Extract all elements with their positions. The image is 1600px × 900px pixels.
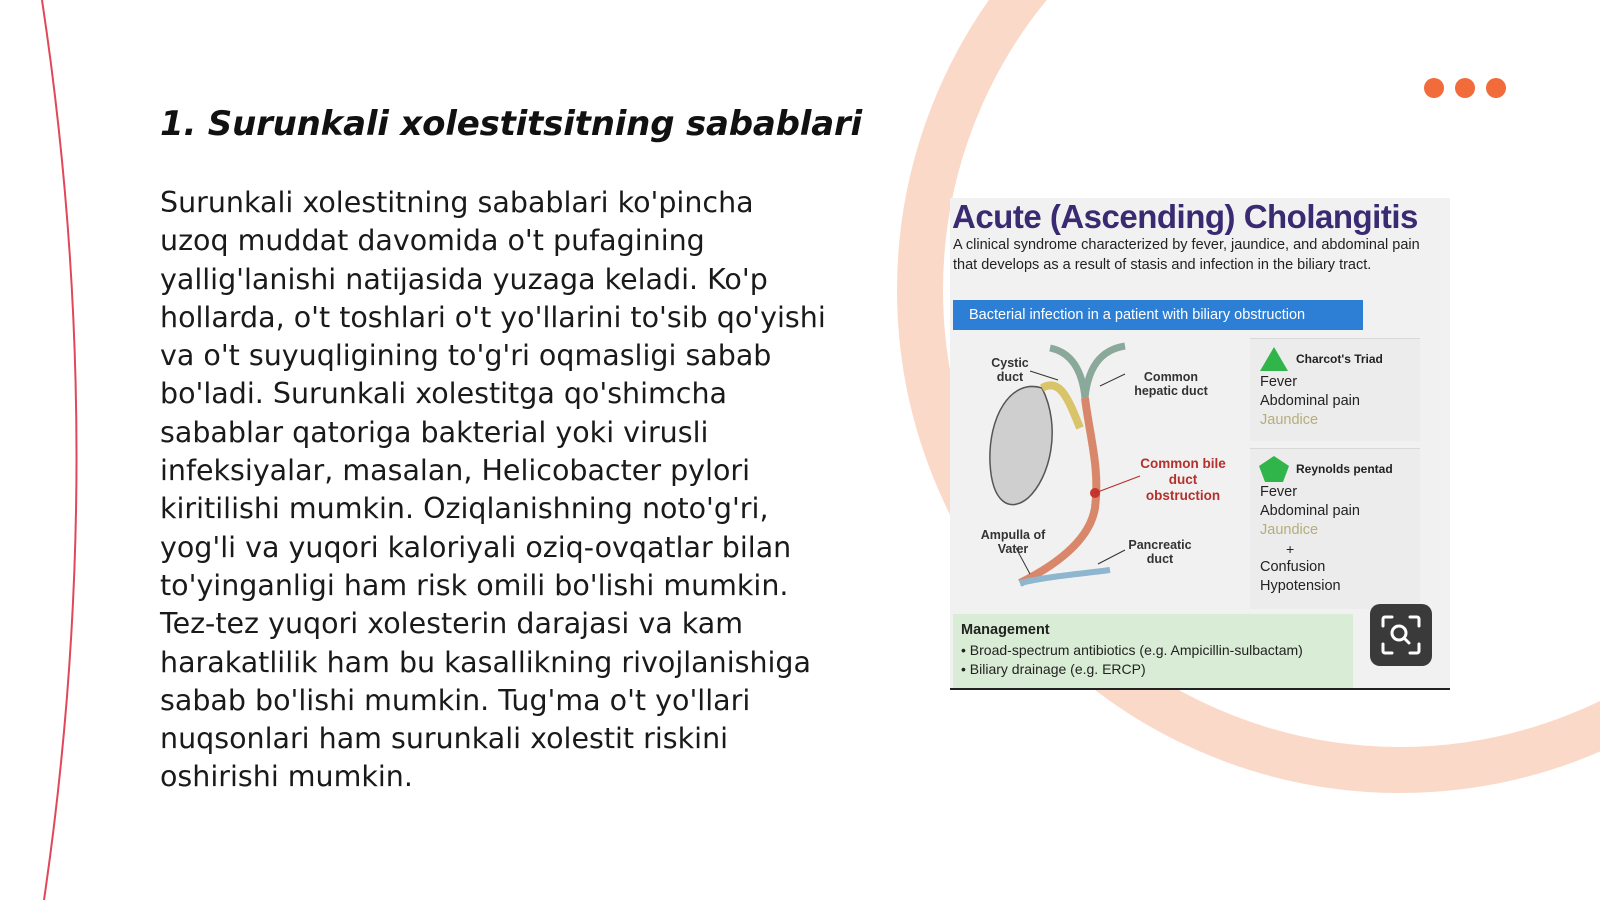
label-common-hepatic-duct: Common hepatic duct	[1134, 370, 1208, 398]
reynolds-pentad-header	[1250, 449, 1420, 483]
left-edge-line	[42, 0, 77, 900]
reynolds-pentad-panel	[1250, 448, 1420, 609]
dot	[1455, 78, 1475, 98]
charcot-symptom: Jaundice	[1260, 412, 1319, 428]
charcot-triad-panel	[1250, 338, 1420, 441]
charcot-triad-header	[1250, 339, 1420, 373]
cystic-pointer	[1030, 371, 1058, 380]
management-item: • Biliary drainage (e.g. ERCP)	[961, 660, 1353, 679]
pentagon-icon	[1258, 455, 1290, 483]
reynolds-symptom: Fever	[1260, 484, 1298, 500]
triangle-icon	[1258, 345, 1290, 373]
hepatic-pointer	[1100, 374, 1125, 386]
figure-banner: Bacterial infection in a patient with biliary obstruction	[953, 300, 1363, 330]
charcot-triad-title: Charcot's Triad	[1296, 352, 1383, 366]
reynolds-extra-symptom: Hypotension	[1260, 578, 1341, 594]
management-item: • Broad-spectrum antibiotics (e.g. Ampicillin-sulbactam)	[961, 641, 1353, 660]
reynolds-symptom: Jaundice	[1260, 522, 1319, 538]
label-pancreatic-duct: Pancreatic duct	[1128, 538, 1192, 566]
cholangitis-figure	[950, 198, 1450, 690]
label-ampulla-of-vater: Ampulla of Vater	[980, 528, 1046, 556]
figure-description: A clinical syndrome characterized by fever, jaundice, and abdominal pain that develops as a result of stasis and infection in the biliary tract.	[953, 237, 1420, 273]
reynolds-extra-symptom: Confusion	[1260, 559, 1326, 575]
label-bile-duct-obstruction: Common bile duct obstruction	[1140, 456, 1226, 503]
dot	[1486, 78, 1506, 98]
dot	[1424, 78, 1444, 98]
reynolds-pentad-title: Reynolds pentad	[1296, 462, 1393, 476]
slide-title: 1. Surunkali xolestitsitning sabablari	[160, 104, 862, 144]
zoom-search-icon	[1379, 613, 1423, 657]
pancreatic-pointer	[1098, 550, 1125, 564]
label-cystic-duct: Cystic duct	[991, 356, 1029, 384]
gallbladder-shape	[990, 386, 1052, 504]
zoom-button[interactable]	[1370, 604, 1432, 666]
charcot-symptom: Abdominal pain	[1260, 393, 1360, 409]
obstruction-pointer	[1095, 476, 1140, 493]
dots-icon	[1424, 78, 1506, 98]
slide-body-text: Surunkali xolestitning sabablari ko'pincha uzoq muddat davomida o't pufagining yallig'lanishi natijasida yuzaga keladi. Ko'p hollarda, o't toshlari o't yo'llarini to'sib qo'yishi va o't suyuqligining to'g'ri oqmasligi sabab bo'ladi. Surunkali xolestitga qo'shimcha sabablar qatoriga bakterial yoki virusli infeksiyalar, masalan, Helicobacter pylori kiritilishi mumkin. Oziqlanishning noto'g'ri, yog'li va yuqori kaloriyali oziq-ovqatlar bilan to'yinganligi ham risk omili bo'lishi mumkin. Tez-tez yuqori xolesterin darajasi va kam harakatlilik ham bu kasallikning rivojlanishiga sabab bo'lishi mumkin. Tug'ma o't yo'llari nuqsonlari ham surunkali xolestit riskini oshirishi mumkin.	[160, 186, 826, 794]
reynolds-symptom: Abdominal pain	[1260, 503, 1360, 519]
management-box	[953, 614, 1353, 688]
figure-title: Acute (Ascending) Cholangitis	[952, 198, 1418, 235]
charcot-symptom: Fever	[1260, 374, 1298, 390]
reynolds-plus: +	[1286, 541, 1295, 557]
management-title: Management	[961, 622, 1050, 638]
